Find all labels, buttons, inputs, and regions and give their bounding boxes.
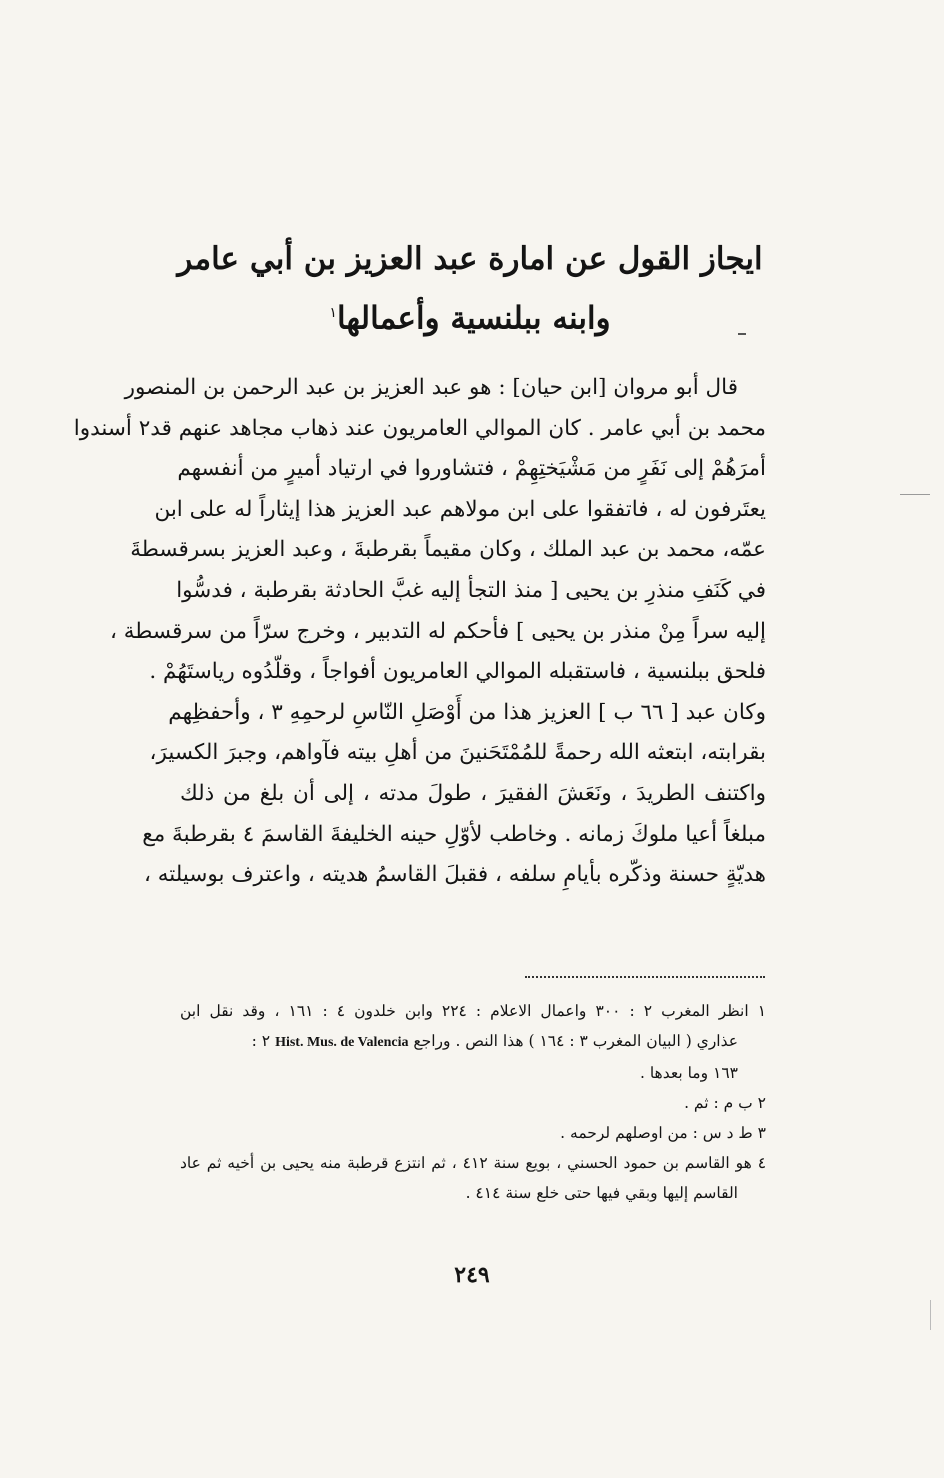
body-line-1: قال أبو مروان [ابن حيان] : هو عبد العزيز بن عبد الرحمن بن المنصور (124, 375, 738, 400)
body-line-11: واكتنف الطريدَ ، ونَعَشَ الفقيرَ ، طولَ مدته ، إلى أن بلغ من ذلك (180, 780, 766, 806)
body-line-8: فلحق ببلنسية ، فاستقبله الموالي العامريون أفواجاً ، وقلّدُوه رياستَهُمْ . (149, 659, 766, 685)
footnote-1-line-3: ١٦٣ وما بعدها . (639, 1064, 738, 1082)
footnote-1-line-1: ١ انظر المغرب ٢ : ٣٠٠ واعمال الاعلام : ٢٢٤ وابن خلدون ٤ : ١٦١ ، وقد نقل ابن (180, 1002, 767, 1020)
footnote-4-line-1: ٤ هو القاسم بن حمود الحسني ، بويع سنة ٤١٢ ، ثم انتزع قرطبة منه يحيى بن أخيه ثم عاد (180, 1154, 767, 1172)
scan-artifact-line-2 (930, 1300, 931, 1330)
chapter-title-line-1: ايجاز القول عن امارة عبد العزيز بن أبي عامر (177, 241, 763, 277)
footnote-1-latin-title: Hist. Mus. de Valencia (275, 1035, 409, 1050)
body-line-6: في كَنَفِ منذرِ بن يحيى [ منذ التجأ إليه غبَّ الحادثة بقرطبة ، فدسُّوا (176, 577, 766, 603)
chapter-title-line-2 (170, 286, 770, 345)
footnote-3: ٣ ط د س : من اوصلهم لرحمه . (560, 1124, 766, 1142)
chapter-title (170, 232, 770, 345)
margin-tick-mark (738, 333, 746, 335)
body-line-9: وكان عبد [ ٦٦ ب ] العزيز هذا من أَوْصَلِ النّاسِ لرحمِهِ ٣ ، وأحفظِهم (168, 699, 766, 725)
body-line-13: هديّةٍ حسنة وذكّره بأيامِ سلفه ، فقبلَ القاسمُ هديته ، واعترف بوسيلته ، (143, 862, 766, 888)
body-paragraph (73, 368, 766, 896)
footnote-1-line-2-end: ٢ : (251, 1032, 271, 1050)
chapter-title-line-2-text: وابنه ببلنسية وأعمالها (336, 300, 611, 337)
footnote-2: ٢ ب م : ثم . (684, 1094, 766, 1112)
page-number: ٢٤٩ (454, 1262, 490, 1288)
body-line-12: مبلغاً أعيا ملوكَ زمانه . وخاطب لأوّلِ حينه الخليفةَ القاسمَ ٤ بقرطبةَ مع (142, 821, 766, 847)
footnote-1-line-2-arabic: عذاري ( البيان المغرب ٣ : ١٦٤ ) هذا النص . وراجع (413, 1032, 738, 1050)
scan-artifact-line (900, 494, 930, 495)
footnote-ref-1: ١ (329, 305, 337, 321)
footnote-1-line-2 (180, 1026, 766, 1058)
footnote-separator (525, 976, 765, 978)
body-line-5: عمّه، محمد بن عبد الملك ، وكان مقيماً بقرطبةَ ، وعبد العزيز بسرقسطةَ (130, 537, 766, 563)
body-line-3: أمرَهُمْ إلى نَفَرٍ من مَشْيَختِهِمْ ، فتشاوروا في ارتياد أميرٍ من أنفسهم (177, 456, 766, 482)
body-line-2: محمد بن أبي عامر . كان الموالي العامريون عند ذهاب مجاهد عنهم قد٢ أسندوا (73, 415, 766, 441)
footnotes (180, 996, 766, 1208)
body-line-4: يعتَرفون له ، فاتفقوا على ابن مولاهم عبد العزيز هذا إيثاراً له على ابن (154, 496, 766, 522)
footnote-4-line-2: القاسم إليها وبقي فيها حتى خلع سنة ٤١٤ . (465, 1184, 738, 1202)
body-line-7: إليه سراً مِنْ منذر بن يحيى ] فأحكم له التدبير ، وخرج سرّاً من سرقسطة ، (109, 618, 766, 644)
body-line-10: بقرابته، ابتعثه الله رحمةً للمُمْتَحَنينَ من أهلِ بيته فآواهم، وجبرَ الكسيرَ، (149, 740, 766, 766)
